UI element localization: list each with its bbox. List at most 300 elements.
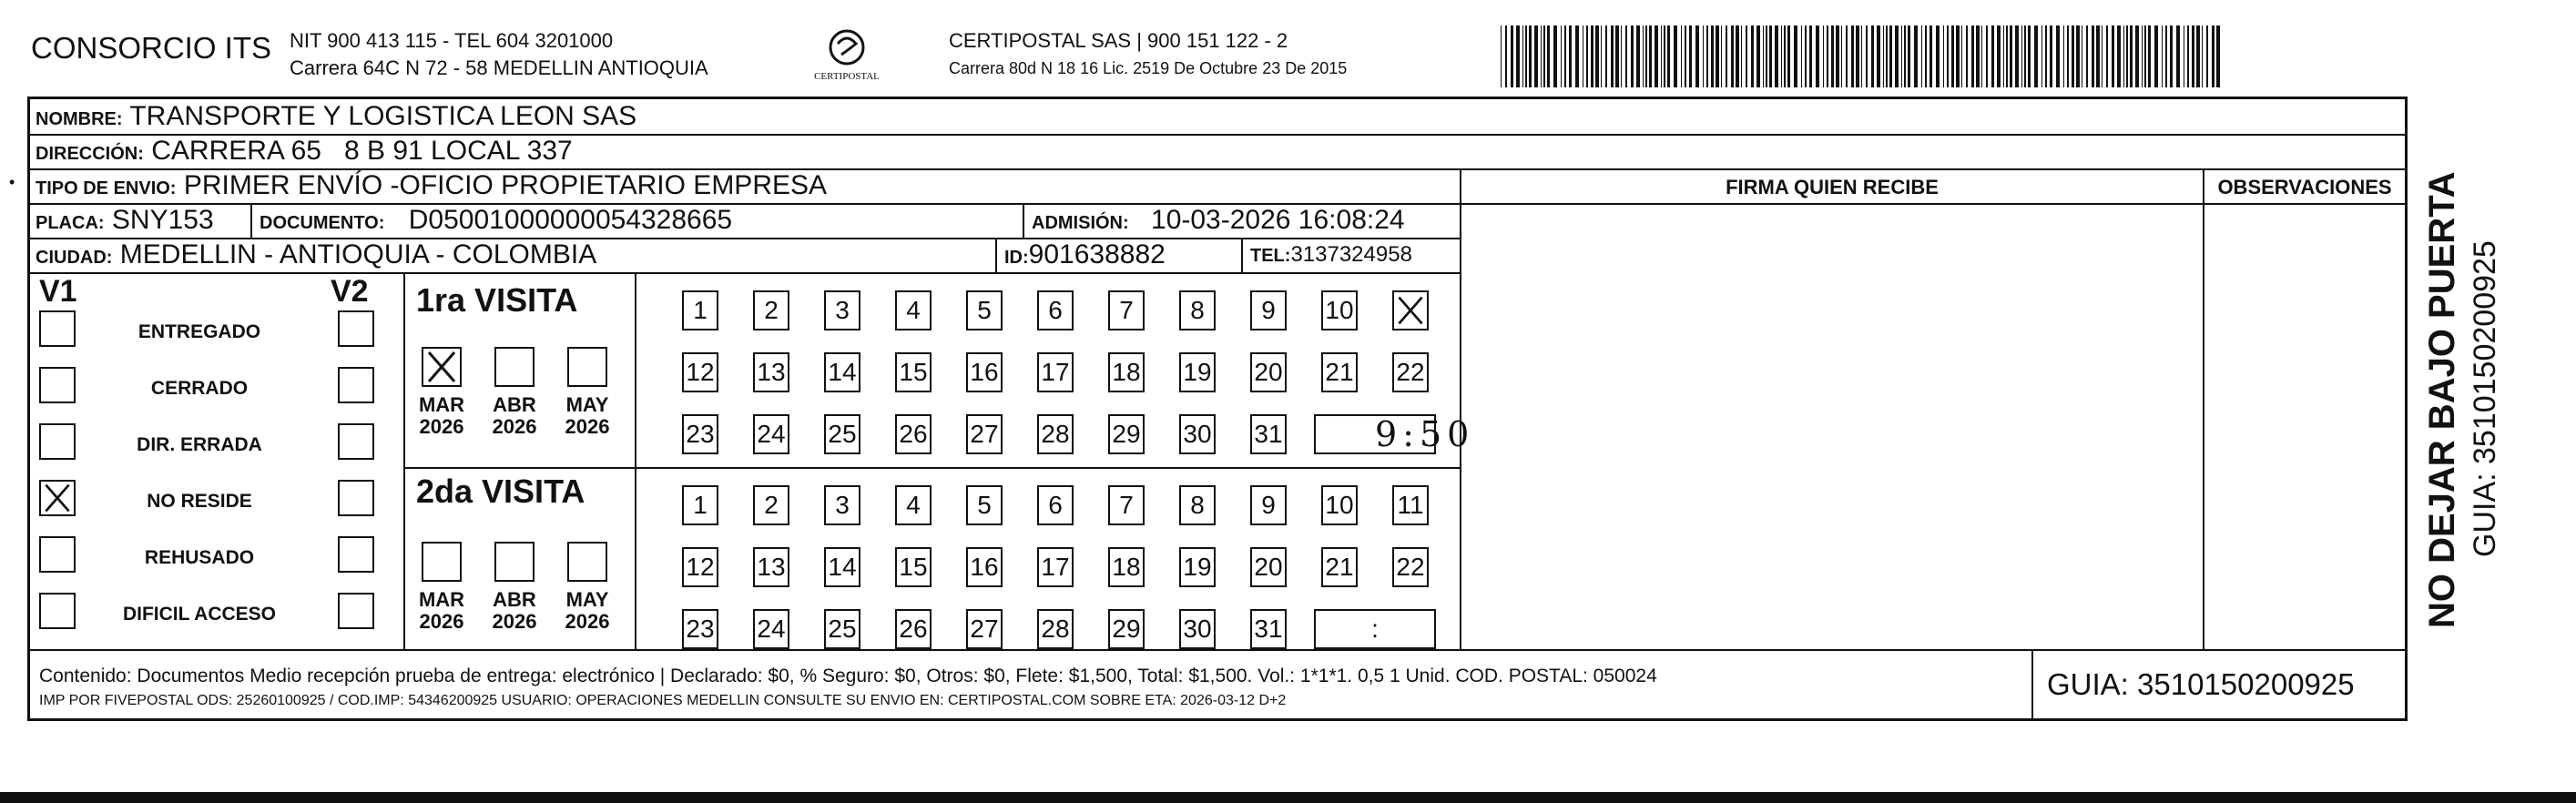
barcode-bar — [2154, 25, 2158, 87]
day-box[interactable] — [753, 547, 789, 587]
day-box[interactable] — [966, 414, 1003, 454]
day-box[interactable] — [824, 290, 860, 330]
barcode-bar — [2028, 25, 2031, 87]
tel-label: TEL: — [1250, 246, 1291, 266]
barcode-bar — [1716, 25, 1719, 87]
day-box[interactable] — [1250, 485, 1287, 525]
barcode-bar — [1901, 25, 1902, 87]
barcode-bar — [2176, 25, 2180, 87]
barcode-bar — [1689, 25, 1692, 87]
carrier-name-line: CERTIPOSTAL SAS | 900 151 122 - 2 — [949, 29, 1288, 52]
barcode-bar — [1766, 25, 1767, 87]
month-checkbox[interactable] — [494, 542, 535, 582]
v1-checkbox[interactable] — [39, 480, 76, 516]
barcode-bar — [1805, 25, 1807, 87]
day-box[interactable] — [1179, 352, 1216, 392]
month-label — [560, 394, 615, 438]
month-name: ABR — [493, 588, 536, 611]
day-box[interactable] — [1179, 547, 1216, 587]
day-box[interactable] — [682, 290, 718, 330]
status-label: DIR. ERRADA — [137, 434, 262, 455]
day-box[interactable] — [824, 485, 860, 525]
barcode-bar — [2006, 25, 2008, 87]
day-number: 21 — [1325, 553, 1354, 581]
day-box[interactable] — [1321, 290, 1358, 330]
barcode-bar — [1661, 25, 1662, 87]
day-box[interactable] — [895, 485, 932, 525]
barcode-bar — [2187, 25, 2189, 87]
barcode-bar — [1816, 25, 1819, 87]
day-number: 19 — [1183, 358, 1212, 386]
day-number: 6 — [1048, 491, 1063, 519]
barcode-bar — [2117, 25, 2121, 87]
barcode-bar — [2056, 25, 2060, 87]
status-label: ENTREGADO — [137, 321, 261, 342]
day-number: 10 — [1325, 296, 1354, 324]
day-number: 29 — [1112, 420, 1141, 448]
day-box[interactable] — [1392, 290, 1429, 330]
day-box[interactable] — [1321, 352, 1358, 392]
carrier-license-line: Carrera 80d N 18 16 Lic. 2519 De Octubre 23 De 2015 — [949, 59, 1348, 77]
v2-checkbox[interactable] — [338, 536, 374, 573]
day-number: 10 — [1325, 491, 1354, 519]
barcode-bar — [1986, 25, 1988, 87]
cut-line — [0, 792, 2576, 803]
barcode-bar — [1601, 25, 1602, 87]
status-label: DIFICIL ACCESO — [122, 604, 276, 625]
delivery-form — [27, 97, 2408, 721]
barcode-bar — [1889, 25, 1892, 87]
v2-header: V2 — [331, 274, 369, 309]
day-box[interactable] — [682, 547, 718, 587]
day-number: 3 — [835, 296, 850, 324]
barcode-bar — [2142, 25, 2143, 87]
barcode-bar — [1827, 25, 1828, 87]
barcode-bar — [2135, 25, 2139, 87]
barcode-bar — [1794, 25, 1797, 87]
day-number: 7 — [1119, 491, 1134, 519]
barcode-bar — [1721, 25, 1722, 87]
barcode-bar — [1971, 25, 1974, 87]
day-box[interactable] — [682, 609, 718, 649]
day-number: 14 — [828, 553, 857, 581]
day-box[interactable] — [966, 290, 1003, 330]
barcode-bar — [2170, 25, 2173, 87]
barcode-bar — [1836, 25, 1839, 87]
day-box[interactable] — [1392, 352, 1429, 392]
handwritten-time: 9:50 — [1375, 414, 1475, 454]
barcode-bar — [2034, 25, 2038, 87]
barcode-bar — [1871, 25, 1874, 87]
day-number: 12 — [686, 358, 715, 386]
barcode-bar — [1775, 25, 1778, 87]
barcode-bar — [1947, 25, 1949, 87]
day-box[interactable] — [1179, 485, 1216, 525]
certipostal-logo — [810, 25, 883, 93]
month-label — [560, 589, 615, 633]
barcode-bar — [1525, 25, 1527, 87]
day-number: 14 — [828, 358, 857, 386]
v2-checkbox[interactable] — [338, 423, 374, 460]
day-number: 21 — [1325, 358, 1354, 386]
v2-checkbox[interactable] — [338, 367, 374, 403]
day-number: 9 — [1261, 491, 1276, 519]
day-box[interactable] — [1108, 485, 1145, 525]
barcode-bar — [1726, 25, 1727, 87]
barcode-bar — [1681, 25, 1682, 87]
admision-label: ADMISIÓN: — [1032, 213, 1129, 233]
day-number: 23 — [686, 615, 715, 643]
day-number: 22 — [1396, 358, 1425, 386]
day-number: 2 — [764, 491, 779, 519]
day-number: 28 — [1041, 615, 1070, 643]
barcode-bar — [2202, 25, 2203, 87]
day-number: 1 — [693, 296, 708, 324]
day-box[interactable] — [1250, 414, 1287, 454]
day-number: 29 — [1112, 615, 1141, 643]
documento-value: D05001000000054328665 — [408, 205, 733, 235]
barcode-bar — [1605, 25, 1607, 87]
day-box[interactable] — [753, 485, 789, 525]
day-box[interactable] — [966, 485, 1003, 525]
barcode-bar — [2096, 25, 2100, 87]
tipo-envio-label: TIPO DE ENVIO: — [36, 178, 177, 198]
barcode-bar — [2024, 25, 2026, 87]
barcode-bar — [2050, 25, 2052, 87]
barcode-bar — [1956, 25, 1960, 87]
barcode-bar — [1511, 25, 1513, 87]
day-box[interactable] — [1108, 352, 1145, 392]
day-box[interactable] — [1037, 352, 1074, 392]
barcode-bar — [1831, 25, 1834, 87]
day-box[interactable] — [682, 485, 718, 525]
barcode-bar — [1823, 25, 1824, 87]
day-box[interactable] — [1037, 547, 1074, 587]
day-number: 4 — [906, 296, 921, 324]
day-box[interactable] — [1321, 485, 1358, 525]
barcode-bar — [1516, 25, 1520, 87]
barcode-bar — [1921, 25, 1922, 87]
day-box[interactable] — [1037, 290, 1074, 330]
day-number: 15 — [899, 553, 928, 581]
month-year: 2026 — [492, 610, 537, 633]
tipo-envio-value: PRIMER ENVÍO -OFICIO PROPIETARIO EMPRESA — [183, 170, 828, 200]
barcode-bar — [1522, 25, 1523, 87]
barcode-bar — [2126, 25, 2128, 87]
documento-field — [260, 205, 732, 239]
day-box[interactable] — [682, 414, 718, 454]
day-box[interactable] — [895, 609, 932, 649]
v1-checkbox[interactable] — [39, 423, 76, 460]
day-box[interactable] — [1392, 547, 1429, 587]
barcode-bar — [1736, 25, 1739, 87]
v2-checkbox[interactable] — [338, 593, 374, 629]
barcode-bar — [1756, 25, 1760, 87]
barcode-bar — [1543, 25, 1545, 87]
barcode-bar — [2076, 25, 2080, 87]
issuer-info — [290, 27, 708, 82]
barcode-bar — [1846, 25, 1848, 87]
barcode-bar — [1501, 25, 1502, 87]
day-number: 4 — [906, 491, 921, 519]
day-number: 16 — [970, 358, 999, 386]
barcode-bar — [1674, 25, 1677, 87]
barcode-bar — [1685, 25, 1686, 87]
barcode-bar — [1769, 25, 1772, 87]
nombre-value: TRANSPORTE Y LOGISTICA LEON SAS — [129, 101, 637, 131]
barcode-bar — [1553, 25, 1557, 87]
barcode-bar — [1611, 25, 1614, 87]
day-box[interactable] — [824, 609, 860, 649]
barcode-bar — [1655, 25, 1658, 87]
day-number: 1 — [693, 491, 708, 519]
v1-checkbox[interactable] — [39, 536, 76, 573]
day-box[interactable] — [1108, 414, 1145, 454]
day-number: 22 — [1396, 553, 1425, 581]
ciudad-value: MEDELLIN - ANTIOQUIA - COLOMBIA — [119, 239, 597, 269]
day-box[interactable] — [895, 290, 932, 330]
barcode-bar — [1529, 25, 1532, 87]
status-label: CERRADO — [150, 378, 249, 399]
barcode-bar — [2162, 25, 2163, 87]
day-number: 26 — [899, 615, 928, 643]
barcode-bar — [1936, 25, 1940, 87]
barcode-bar — [1895, 25, 1899, 87]
visit1-title: 1ra VISITA — [416, 281, 578, 319]
v1-checkbox[interactable] — [39, 593, 76, 629]
barcode-bar — [1664, 25, 1665, 87]
v2-checkbox[interactable] — [338, 480, 374, 516]
day-number: 13 — [757, 553, 786, 581]
status-label: NO RESIDE — [147, 491, 252, 512]
day-box[interactable] — [753, 290, 789, 330]
barcode-bar — [1877, 25, 1880, 87]
barcode-bar — [1746, 25, 1747, 87]
barcode-bar — [2072, 25, 2074, 87]
barcode-bar — [1711, 25, 1714, 87]
time-placeholder: : — [1371, 615, 1379, 643]
barcode-bar — [1966, 25, 1968, 87]
barcode-bar — [1883, 25, 1884, 87]
day-box[interactable] — [966, 547, 1003, 587]
day-box[interactable] — [895, 352, 932, 392]
barcode-bar — [1547, 25, 1550, 87]
barcode-bar — [2130, 25, 2133, 87]
month-name: MAR — [418, 393, 465, 416]
tel-value: 3137324958 — [1290, 242, 1412, 267]
barcode-bar — [2216, 25, 2220, 87]
day-number: 5 — [977, 491, 992, 519]
barcode-bar — [1695, 25, 1699, 87]
impresion-line: IMP POR FIVEPOSTAL ODS: 25260100925 / COD.IMP: 54346200925 USUARIO: OPERACIONES MEDELLIN CONSULTE SU ENVIO EN: CERTIPOSTAL.COM SOBRE ETA: 2026-03-12 D+2 — [39, 693, 1287, 708]
barcode-bar — [1625, 25, 1627, 87]
barcode-bar — [2003, 25, 2004, 87]
barcode-bar — [1706, 25, 1708, 87]
day-number: 18 — [1112, 358, 1141, 386]
barcode-bar — [2010, 25, 2012, 87]
day-number: 15 — [899, 358, 928, 386]
day-number: 5 — [977, 296, 992, 324]
visit2-title: 2da VISITA — [416, 473, 585, 510]
day-box[interactable] — [1250, 547, 1287, 587]
day-box[interactable] — [1037, 414, 1074, 454]
day-number: 27 — [970, 615, 999, 643]
day-box[interactable] — [1392, 485, 1429, 525]
time-box[interactable] — [1314, 609, 1436, 649]
v1-checkbox[interactable] — [39, 310, 76, 347]
time-box[interactable] — [1314, 414, 1475, 454]
day-number: 6 — [1048, 296, 1063, 324]
admision-field — [1032, 205, 1405, 239]
day-number: 16 — [970, 553, 999, 581]
day-number: 17 — [1041, 358, 1070, 386]
nombre-field — [36, 101, 636, 135]
barcode-bar — [2063, 25, 2064, 87]
barcode-bar — [2148, 25, 2151, 87]
month-checkbox[interactable] — [422, 347, 462, 387]
barcode-bar — [2192, 25, 2194, 87]
barcode-bar — [1886, 25, 1888, 87]
day-box[interactable] — [1179, 290, 1216, 330]
day-number: 13 — [757, 358, 786, 386]
month-checkbox[interactable] — [567, 542, 607, 582]
barcode-bar — [1703, 25, 1704, 87]
day-box[interactable] — [966, 609, 1003, 649]
barcode-bar — [1591, 25, 1593, 87]
day-box[interactable] — [753, 609, 789, 649]
month-checkbox[interactable] — [567, 347, 607, 387]
day-number: 20 — [1254, 358, 1283, 386]
day-box[interactable] — [824, 352, 860, 392]
month-year: 2026 — [419, 415, 464, 438]
tipo-envio-field — [36, 170, 827, 204]
day-number: 31 — [1254, 615, 1283, 643]
barcode-bar — [2041, 25, 2042, 87]
v2-checkbox[interactable] — [338, 310, 374, 347]
barcode-bar — [1925, 25, 1927, 87]
carrier-info — [949, 27, 1347, 82]
barcode-bar — [1569, 25, 1572, 87]
day-number: 30 — [1183, 420, 1212, 448]
day-box[interactable] — [1108, 547, 1145, 587]
barcode-bar — [1586, 25, 1588, 87]
placa-field — [36, 205, 214, 239]
day-box[interactable] — [1250, 290, 1287, 330]
barcode-bar — [2106, 25, 2108, 87]
month-label — [487, 394, 542, 438]
day-box[interactable] — [1037, 485, 1074, 525]
barcode-bar — [2123, 25, 2124, 87]
barcode-bar — [1841, 25, 1842, 87]
day-box[interactable] — [824, 414, 860, 454]
contenido-line: Contenido: Documentos Medio recepción prueba de entrega: electrónico | Declarado: $0, % Seguro: $0, Otros: $0, Flete: $1,500, Total: $1,500. Vol.: 1*1*1. 0,5 1 Unid. COD. POSTAL: 050024 — [39, 666, 1657, 686]
status-label: REHUSADO — [144, 547, 255, 568]
day-box[interactable] — [824, 547, 860, 587]
barcode-bar — [2086, 25, 2088, 87]
placa-value: SNY153 — [111, 205, 214, 235]
day-number: 30 — [1183, 615, 1212, 643]
barcode-bar — [2112, 25, 2114, 87]
barcode-bar — [1908, 25, 1910, 87]
barcode — [1501, 25, 2225, 87]
barcode-bar — [1645, 25, 1647, 87]
barcode-bar — [1851, 25, 1854, 87]
side-warning: NO DEJAR BAJO PUERTA — [2422, 171, 2462, 628]
barcode-bar — [1595, 25, 1599, 87]
barcode-bar — [1731, 25, 1734, 87]
day-box[interactable] — [1037, 609, 1074, 649]
barcode-bar — [2212, 25, 2215, 87]
month-year: 2026 — [565, 610, 610, 633]
day-box[interactable] — [1108, 290, 1145, 330]
v1-header: V1 — [39, 274, 77, 309]
firma-header: FIRMA QUIEN RECIBE — [1726, 176, 1939, 198]
month-year: 2026 — [565, 415, 610, 438]
placa-label: PLACA: — [36, 213, 105, 233]
barcode-bar — [1801, 25, 1802, 87]
barcode-bar — [1636, 25, 1640, 87]
day-number: 2 — [764, 296, 779, 324]
barcode-bar — [1914, 25, 1918, 87]
barcode-bar — [1997, 25, 2001, 87]
barcode-bar — [1784, 25, 1786, 87]
day-number: 12 — [686, 553, 715, 581]
day-box[interactable] — [895, 547, 932, 587]
barcode-bar — [1541, 25, 1542, 87]
month-label — [414, 394, 469, 438]
day-box[interactable] — [1108, 609, 1145, 649]
issuer-nit-line: NIT 900 413 115 - TEL 604 3201000 — [290, 29, 614, 52]
month-name: MAY — [565, 588, 609, 611]
day-number: 3 — [835, 491, 850, 519]
day-number: 8 — [1190, 491, 1205, 519]
day-box[interactable] — [682, 352, 718, 392]
day-box[interactable] — [1179, 609, 1216, 649]
day-number: 26 — [899, 420, 928, 448]
barcode-bar — [1904, 25, 1906, 87]
day-number: 25 — [828, 615, 857, 643]
day-box[interactable] — [895, 414, 932, 454]
day-number: 18 — [1112, 553, 1141, 581]
logo-caption: CERTIPOSTAL — [814, 71, 880, 82]
day-box[interactable] — [1250, 609, 1287, 649]
day-box[interactable] — [966, 352, 1003, 392]
day-box[interactable] — [1321, 547, 1358, 587]
day-box[interactable] — [1250, 352, 1287, 392]
barcode-bar — [2206, 25, 2208, 87]
barcode-bar — [2144, 25, 2146, 87]
barcode-bar — [1866, 25, 1868, 87]
barcode-bar — [1861, 25, 1862, 87]
day-box[interactable] — [753, 352, 789, 392]
barcode-bar — [1991, 25, 1994, 87]
id-value: 901638882 — [1028, 239, 1166, 269]
month-name: MAY — [565, 393, 609, 416]
barcode-bar — [2196, 25, 2200, 87]
month-label — [487, 589, 542, 633]
v1-checkbox[interactable] — [39, 367, 76, 403]
month-label — [414, 589, 469, 633]
day-number: 8 — [1190, 296, 1205, 324]
month-year: 2026 — [492, 415, 537, 438]
day-box[interactable] — [1179, 414, 1216, 454]
month-checkbox[interactable] — [422, 542, 462, 582]
month-checkbox[interactable] — [494, 347, 535, 387]
barcode-bar — [1631, 25, 1634, 87]
month-name: ABR — [493, 393, 536, 416]
ciudad-field — [36, 239, 596, 273]
day-box[interactable] — [753, 414, 789, 454]
